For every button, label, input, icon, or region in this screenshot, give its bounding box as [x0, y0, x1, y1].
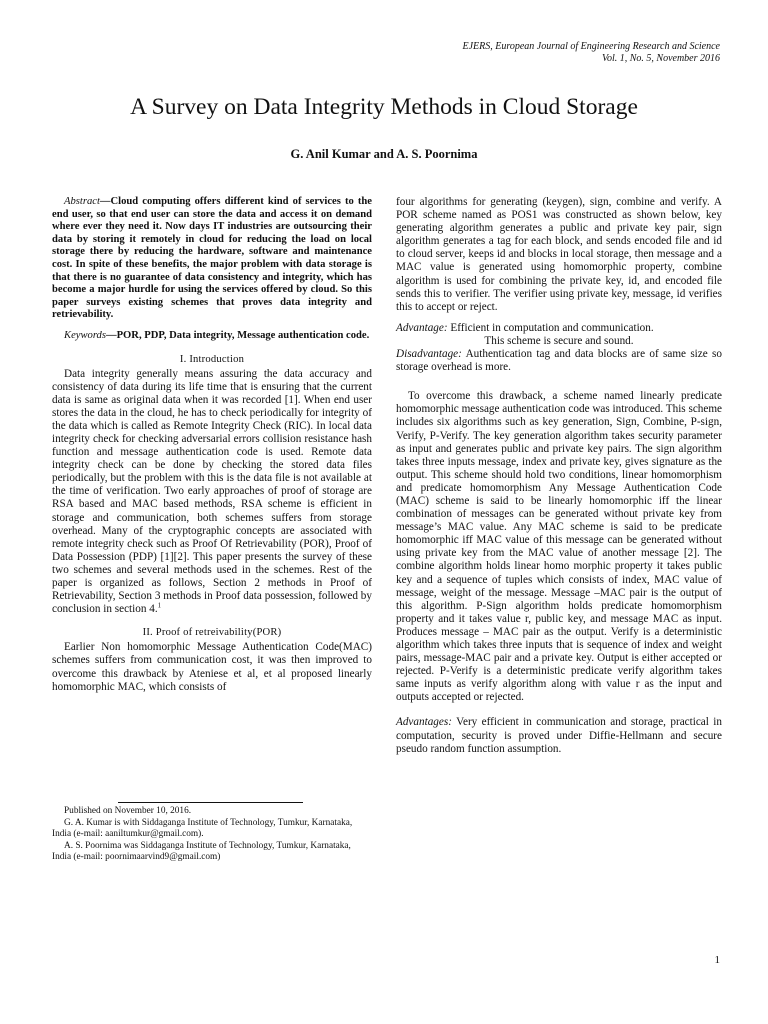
keywords-text: —POR, PDP, Data integrity, Message authentication code. [105, 329, 370, 341]
footnote-marker: 1 [157, 601, 162, 610]
advantages-2 [396, 716, 722, 755]
advantages-2-lead: Advantages: [396, 716, 452, 729]
journal-name: EJERS, European Journal of Engineering Research and Science [462, 41, 720, 52]
section-heading-por: II. Proof of retreivability(POR) [142, 627, 282, 639]
disadvantage-text: Authentication tag and data blocks are of same size so storage overhead is more. [396, 348, 722, 374]
keywords-lead: Keywords [64, 329, 106, 341]
advantages-2-text: Very efficient in communication and storage, practical in computation, security is proved under Diffie-Hellmann and secure pseudo random function assumption. [396, 716, 722, 755]
advantage-1-lead: Advantage: [396, 321, 448, 334]
disadvantage-lead: Disadvantage: [396, 348, 462, 361]
keywords [52, 330, 372, 343]
advantage-1 [396, 322, 722, 335]
footnote-author-2: A. S. Poornima was Siddaganga Institute of Technology, Tumkur, Karnataka, India (e-mail: poornimaarvind9@gmail.com) [52, 840, 351, 863]
advantage-1-text: Efficient in computation and communication. [447, 321, 654, 334]
footnote-divider [118, 802, 303, 803]
abstract [52, 196, 372, 322]
left-column [52, 196, 372, 694]
journal-issue: Vol. 1, No. 5, November 2016 [601, 53, 720, 64]
footnote-published: Published on November 10, 2016. [64, 806, 192, 816]
right-column [396, 196, 722, 756]
footnote-author-1: G. A. Kumar is with Siddaganga Institute of Technology, Tumkur, Karnataka, India (e-mail: aaniltumkur@gmail.com). [52, 817, 353, 840]
right-paragraph-1: four algorithms for generating (keygen), sign, combine and verify. A POR scheme named as POS1 was constructed as shown below, key generating algorithm generates a public and private key pair, sign algorithm generates a tag for each block, and sends encoded file and id to cloud server, keeps id and blocks in local storage, then message and a MAC value is generated using homomorphic property, combine algorithm is used for combining the private key, id, and encoded file sends this to verifier. The verifier using private key, message, id verifies this to accept or reject. [396, 196, 722, 313]
paper-authors: G. Anil Kumar and A. S. Poornima [290, 147, 478, 161]
footnotes [52, 806, 362, 864]
introduction-text: Data integrity generally means assuring the data accuracy and consistency of data during its life time that is ensuring that the current data is same as original data when it was recorded [1]. When end user stores the data in the cloud, he has to check periodically for integrity of the data which is called as Remote Integrity Check (RIC). In local data integrity check for checking adversarial errors collision resistance hash function and message authentication code is used. Remote data integrity check can be done by checking the stored data files periodically, but the problem with this is the data file is not available at the time of verification. Two early approaches of proof of storage are RSA based and MAC based methods, RSA scheme is efficient in storage and communication, both schemes suffers from storage overhead. Many of the cryptographic concepts are associated with remote integrity check such as Proof Of Retrievability (POR), Proof of Data Possession (PDP) [1][2]. This paper presents the survey of these two schemes and several methods used in the schemes. Rest of the paper is organized as follows, Section 2 methods in Proof of Retrievability, Section 3 methods in Proof data possession, followed by conclusion in section 4. [52, 367, 372, 616]
introduction-paragraph [52, 368, 372, 617]
paper-title: A Survey on Data Integrity Methods in Cloud Storage [130, 94, 638, 120]
right-paragraph-2: To overcome this drawback, a scheme named linearly predicate homomorphic message authentication code was introduced. This scheme includes six algorithms such as key generation, Sign, Combine, P-sign, Verify, P-Verify. The key generation algorithm takes security parameter as input and generates public and private key pairs. The sign algorithm takes three inputs message, index and private key, gives signature as the output. This scheme should hold two conditions, linear homomorphism and predicate homomorphism Any Message Authentication Code (MAC) scheme is said to be linearly homomorphic iff the linear combination of messages can be generated without private key from message’s MAC value. Any MAC scheme is said to be predicate homomorphic iff MAC value of this message can be generated without using private key from the MAC value of another message [2]. The combine algorithm holds linear homo morphic property it takes public key and a sequence of tuples which consists of index, MAC value of message, weight of the message. Message –MAC pair is the output of this algorithm. P-Sign algorithm holds predicate homomorphism property and it takes value r, public key, and message MAC as input. Produces message – MAC pair as the output. Verify is a deterministic algorithm which takes three inputs that is sequence of index and weight pairs, message-MAC pair and a private key. Output is either accepted or rejected. P-Verify is a deterministic predicate verify algorithm takes same inputs as verify algorithm along with value r as the input and outputs accepted or rejected. [396, 390, 723, 704]
por-paragraph: Earlier Non homomorphic Message Authentication Code(MAC) schemes suffers from communication cost, it was then improved to overcome this drawback by Ateniese et al, et al proposed linearly homomorphic MAC, which consists of [52, 641, 372, 693]
advantage-1-line2: This scheme is secure and sound. [484, 334, 634, 347]
page-number: 1 [714, 954, 720, 966]
disadvantage [396, 348, 722, 374]
abstract-lead: Abstract [64, 196, 100, 207]
journal-header [462, 41, 720, 65]
section-heading-introduction: I. Introduction [179, 353, 245, 365]
abstract-text: —Cloud computing offers different kind of services to the end user, so that end user can store the data and access it on demand where ever they need it. Now days IT industries are outsourcing their data by storing it remotely in cloud for reducing the load on local storage there by reducing the hardware, software and maintenance cost. In spite of these benefits, the major problem with data storage is that there is no guarantee of data consistency and integrity, which has become a major hurdle for using the services offered by cloud. So this paper surveys existing schemes that proves data integrity and retrievability. [52, 196, 372, 321]
